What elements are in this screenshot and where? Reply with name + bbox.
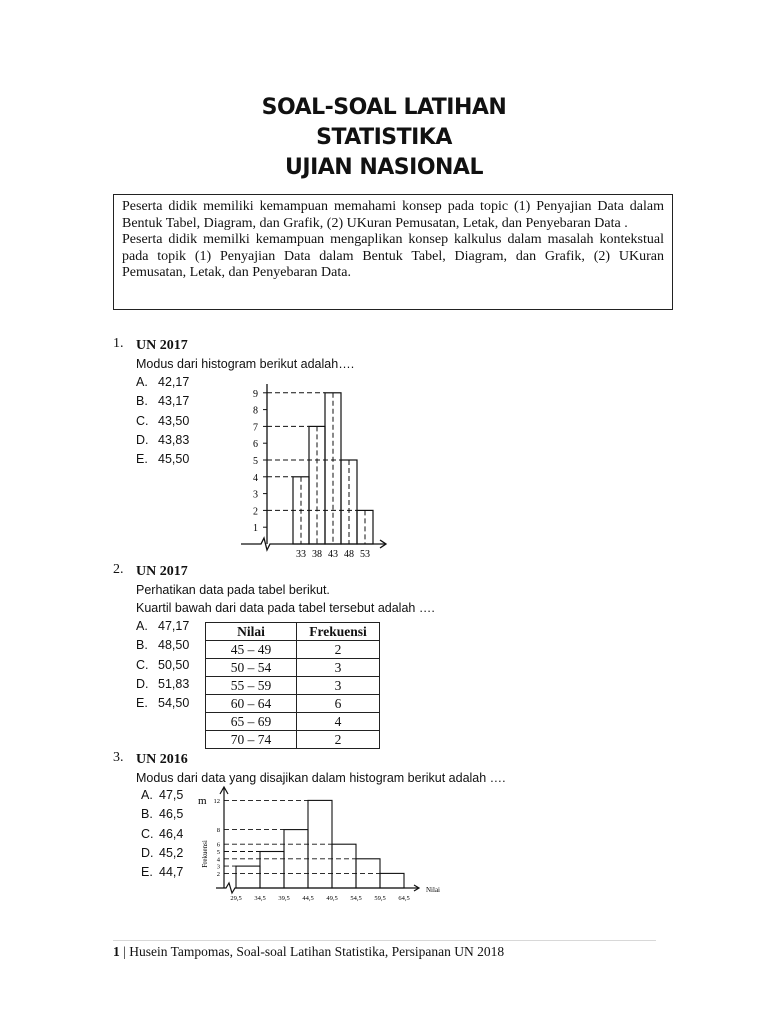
page-number: 1: [113, 944, 120, 959]
question-1-number: 1.: [113, 336, 124, 351]
y-tick-label: 8: [253, 405, 258, 417]
objective-paragraph-1: Peserta didik memiliki kemampuan memahami konsep pada topic (1) Penyajian Data dalam Bentuk Tabel, Diagram, dan Grafik, (2) UKuran Pemusatan, Letak, dan Penyebaran Data .: [122, 199, 664, 231]
option-row[interactable]: B. 43,17: [136, 394, 190, 409]
question-1-options: [136, 373, 189, 469]
table-row: 45 – 49 2: [206, 641, 380, 659]
page-title: [0, 93, 768, 183]
frequency-table: [205, 622, 380, 749]
x-tick-label: 39,5: [278, 895, 290, 902]
question-2-number: 2.: [113, 562, 124, 577]
y-tick-label: 2: [216, 870, 220, 878]
table-row: 70 – 74 2: [206, 731, 380, 749]
y-tick-label: 1: [253, 523, 258, 535]
option-row[interactable]: D. 51,83: [136, 676, 190, 691]
objectives-box: [113, 194, 673, 310]
option-row[interactable]: D. 45,2: [141, 845, 184, 860]
table-header-nilai: Nilai: [206, 623, 297, 641]
histogram-bar: [260, 852, 284, 889]
question-2-text-2: Kuartil bawah dari data pada tabel tersebut adalah ….: [136, 601, 435, 615]
option-row[interactable]: C. 46,4: [141, 826, 184, 841]
option-row[interactable]: A. 47,17: [136, 619, 190, 633]
option-row[interactable]: E. 45,50: [136, 452, 190, 467]
question-1: [136, 336, 354, 373]
y-axis-label: Frekuensi: [201, 840, 209, 868]
x-tick-label: 33: [296, 549, 306, 560]
x-tick-label: 34,5: [254, 895, 266, 902]
x-tick-label: 49,5: [326, 895, 338, 902]
option-row[interactable]: C. 43,50: [136, 413, 190, 428]
title-line-2: STATISTIKA: [316, 125, 452, 150]
x-tick-label: 29,5: [230, 895, 242, 902]
table-row: 65 – 69 4: [206, 713, 380, 731]
option-row[interactable]: C. 50,50: [136, 657, 190, 672]
y-tick-label: 8: [216, 827, 220, 835]
y-tick-label: 12: [213, 797, 220, 805]
footer-text: | Husein Tampomas, Soal-soal Latihan Statistika, Persipanan UN 2018: [123, 944, 505, 959]
option-row[interactable]: D. 43,83: [136, 432, 190, 447]
footer-divider: [113, 940, 656, 941]
table-row: 50 – 54 3: [206, 659, 380, 677]
x-tick-label: 43: [328, 549, 338, 560]
title-line-1: SOAL-SOAL LATIHAN: [261, 95, 507, 120]
question-2: [136, 562, 435, 617]
question-3-options: [141, 786, 183, 882]
option-row[interactable]: A. 42,17: [136, 375, 190, 389]
question-1-text: Modus dari histogram berikut adalah….: [136, 357, 355, 371]
question-2-text-1: Perhatikan data pada tabel berikut.: [136, 583, 330, 597]
unit-label: m: [198, 795, 207, 807]
x-tick-label: 44,5: [302, 895, 314, 902]
question-3: [136, 750, 506, 787]
table-row: 55 – 59 3: [206, 677, 380, 695]
x-tick-label: 38: [312, 549, 322, 560]
option-row[interactable]: A. 47,5: [141, 788, 184, 802]
table-row: 60 – 64 6: [206, 695, 380, 713]
y-tick-label: 4: [253, 472, 258, 484]
x-tick-label: 48: [344, 549, 354, 560]
y-tick-label: 7: [253, 422, 258, 434]
y-tick-label: 6: [253, 439, 258, 451]
histogram-2: [190, 784, 450, 920]
y-tick-label: 5: [253, 456, 258, 467]
y-tick-label: 3: [253, 489, 258, 501]
y-tick-label: 2: [253, 506, 258, 518]
y-tick-label: 6: [216, 841, 220, 849]
question-2-source: UN 2017: [136, 564, 188, 579]
table-header-row: [206, 623, 380, 641]
option-row[interactable]: B. 46,5: [141, 807, 184, 822]
option-row[interactable]: E. 54,50: [136, 696, 190, 711]
option-row[interactable]: B. 48,50: [136, 638, 190, 653]
y-tick-label: 4: [216, 856, 220, 864]
title-line-3: UJIAN NASIONAL: [285, 155, 483, 180]
x-axis-label: Nilai: [426, 886, 440, 894]
histogram-1: [225, 380, 395, 565]
question-3-text: Modus dari data yang disajikan dalam histogram berikut adalah ….: [136, 771, 506, 785]
histogram-bar: [380, 873, 404, 888]
table-header-frekuensi: Frekuensi: [297, 623, 380, 641]
question-1-source: UN 2017: [136, 338, 188, 353]
option-row[interactable]: E. 44,7: [141, 865, 184, 880]
question-3-source: UN 2016: [136, 752, 188, 767]
x-tick-label: 59,5: [374, 895, 386, 902]
x-tick-label: 53: [360, 549, 370, 560]
objective-paragraph-2: Peserta didik memilki kemampuan mengaplikan konsep kalkulus dalam masalah kontekstual pada topik (1) Penyajian Data dalam Bentuk Tabel, Diagram, dan Grafik, (2) UKuran Pemusatan, Letak, dan Penyebaran Data.: [122, 232, 664, 281]
histogram-bar: [236, 866, 260, 888]
histogram-bar: [332, 844, 356, 888]
y-tick-label: 9: [253, 388, 258, 400]
question-3-number: 3.: [113, 750, 124, 765]
y-tick-label: 3: [216, 863, 220, 871]
x-tick-label: 64,5: [398, 895, 410, 902]
page-footer: [113, 944, 504, 960]
question-2-options: [136, 617, 189, 713]
y-tick-label: 5: [216, 849, 220, 856]
x-tick-label: 54,5: [350, 895, 362, 902]
